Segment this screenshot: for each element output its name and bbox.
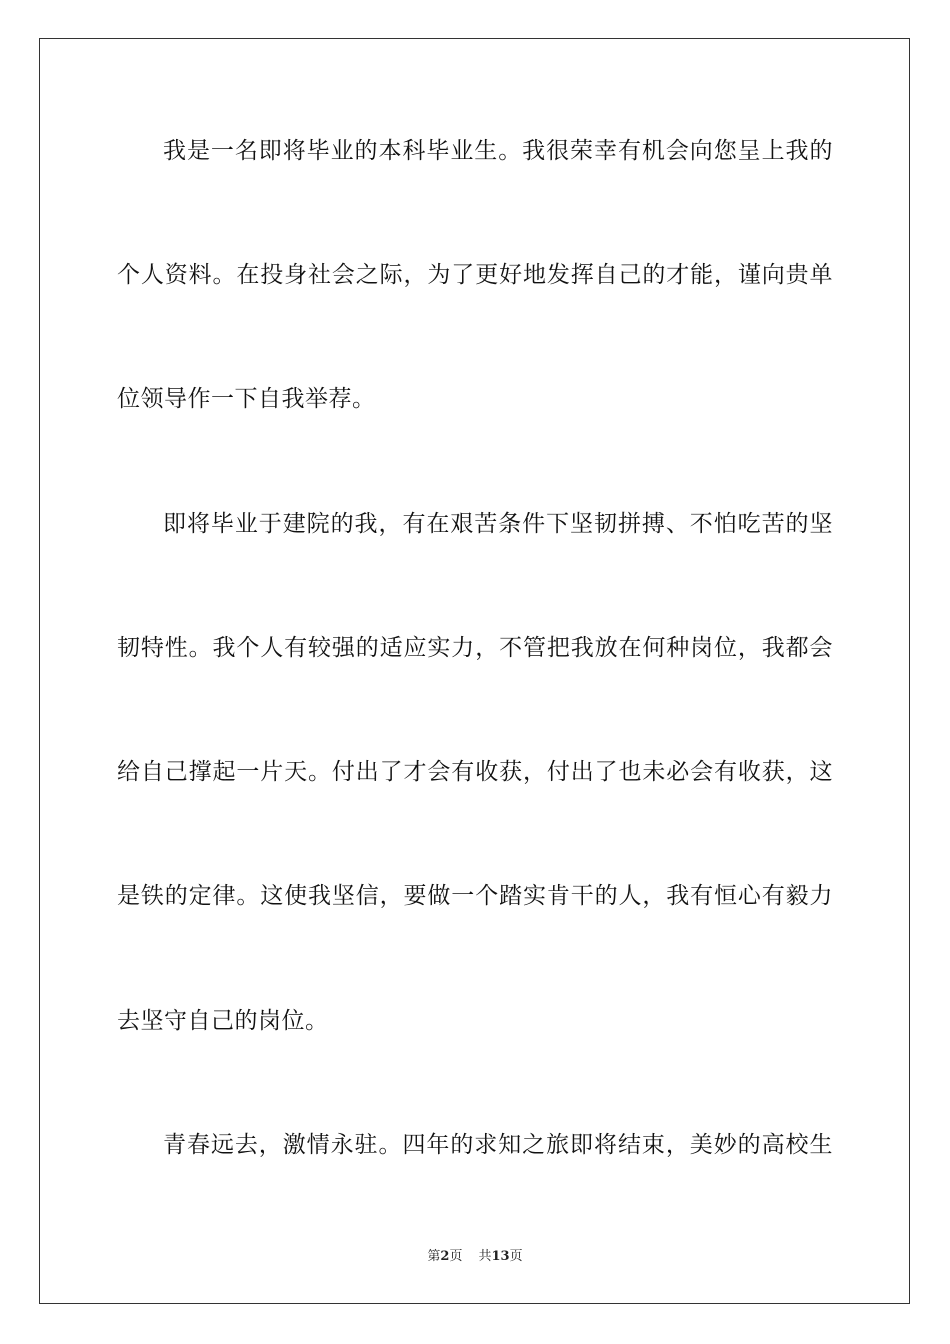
paragraph-2-line-1: 即将毕业于建院的我，有在艰苦条件下坚韧拼搏、不怕吃苦的坚 — [163, 511, 833, 537]
page-prefix: 第 — [427, 1249, 441, 1264]
total-suffix: 页 — [509, 1249, 523, 1264]
total-pages: 13 — [491, 1249, 510, 1264]
paragraph-2-line-2: 韧特性。我个人有较强的适应实力，不管把我放在何种岗位，我都会 — [117, 635, 833, 661]
paragraph-2-line-5: 去坚守自己的岗位。 — [117, 1008, 329, 1034]
paragraph-2-line-4: 是铁的定律。这使我坚信，要做一个踏实肯干的人，我有恒心有毅力 — [117, 883, 833, 909]
page-suffix: 页 — [449, 1249, 463, 1264]
paragraph-1-line-2: 个人资料。在投身社会之际，为了更好地发挥自己的才能，谨向贵单 — [117, 262, 833, 288]
paragraph-3-line-1: 青春远去，激情永驻。四年的求知之旅即将结束，美妙的高校生 — [163, 1132, 833, 1158]
paragraph-1-line-1: 我是一名即将毕业的本科毕业生。我很荣幸有机会向您呈上我的 — [163, 138, 833, 164]
total-prefix: 共 — [478, 1249, 492, 1264]
page-border — [39, 38, 910, 1304]
paragraph-1-line-3: 位领导作一下自我举荐。 — [117, 386, 376, 412]
page-footer — [0, 1248, 950, 1266]
paragraph-2-line-3: 给自己撑起一片天。付出了才会有收获，付出了也未必会有收获，这 — [117, 759, 833, 785]
page-number: 2 — [440, 1249, 450, 1264]
